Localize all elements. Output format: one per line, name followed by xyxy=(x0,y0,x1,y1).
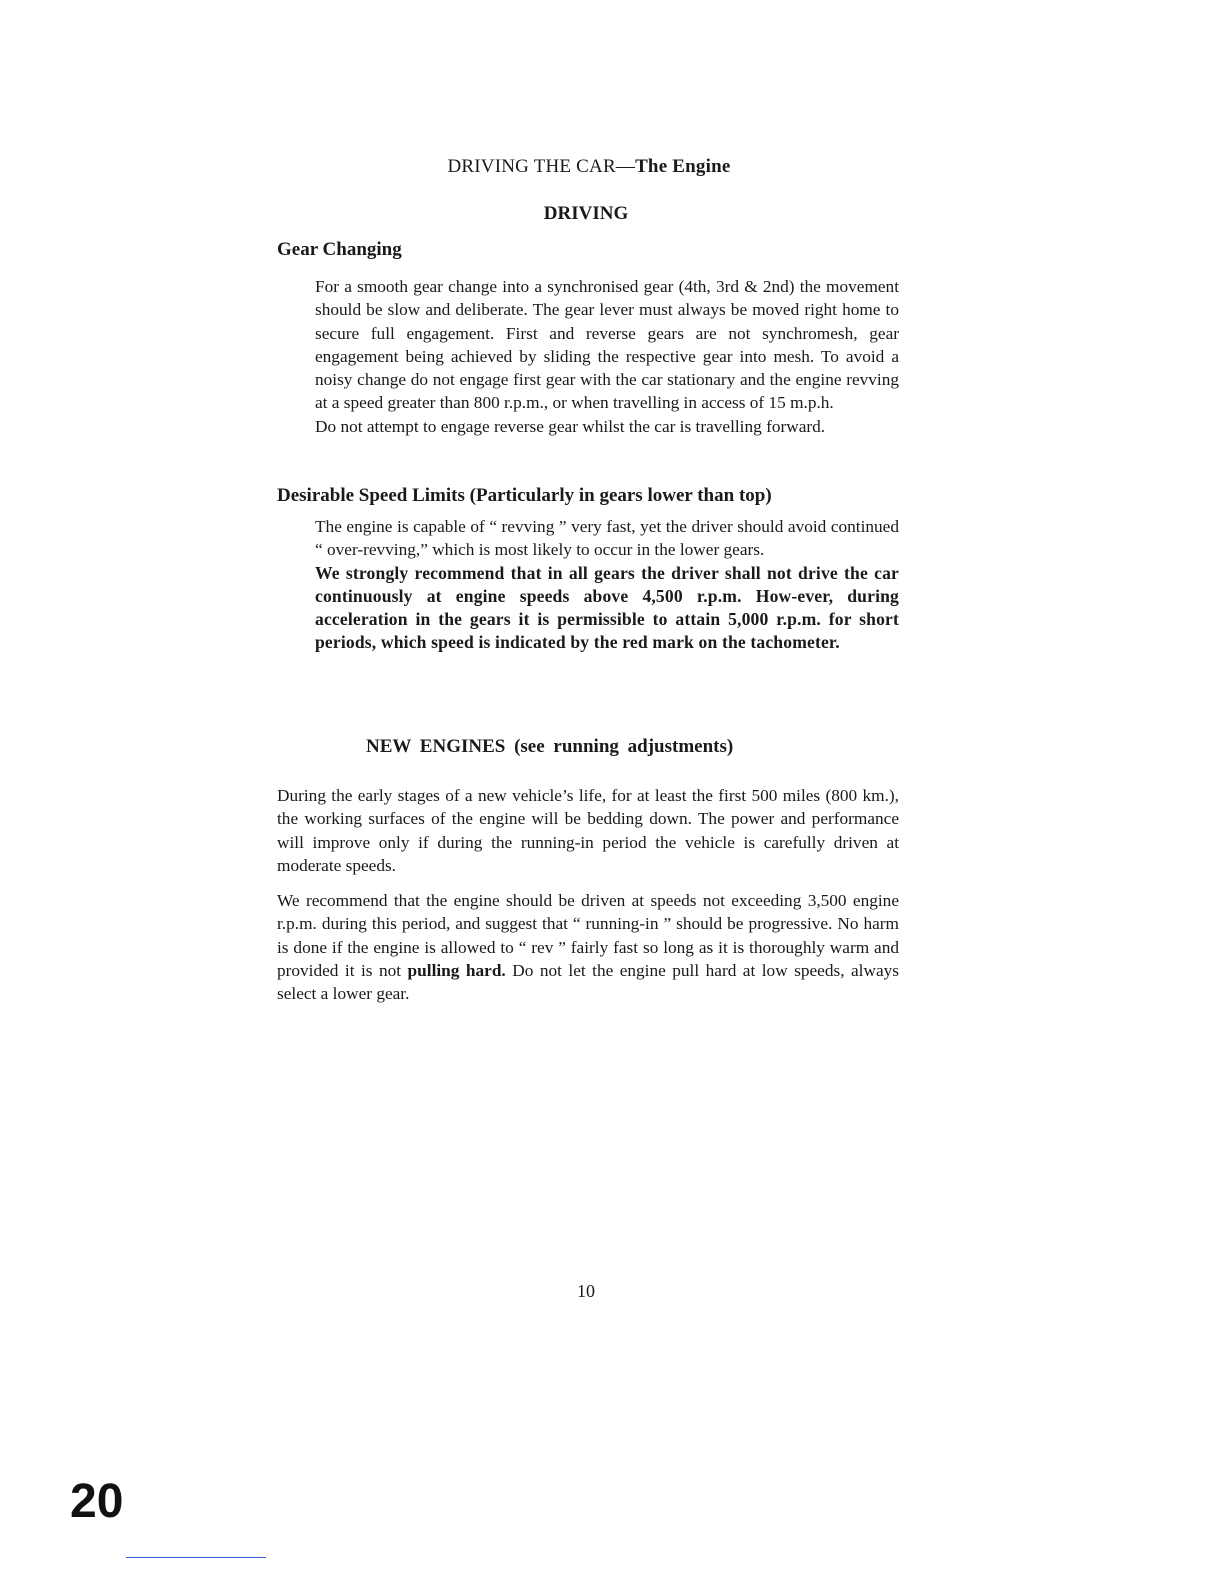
new-engines-para-2-bold: pulling hard. xyxy=(407,960,506,980)
bottom-rule xyxy=(126,1557,266,1558)
new-engines-para-1-block xyxy=(277,784,899,877)
speed-limits-para-1: The engine is capable of “ revving ” very fast, yet the driver should avoid continued “ over-revving,” which is most likely to occur in the lower gears. xyxy=(315,517,899,560)
header-bold: The Engine xyxy=(635,156,731,177)
gear-changing-body xyxy=(315,275,899,438)
new-engines-title: NEW ENGINES (see running adjustments) xyxy=(366,736,734,757)
new-engines-para-2-start: We recommend that the engine should be driven at speeds not exceeding 3,500 engine r.p.m. during this period, and suggest that “ running-in ” should be progressive. No harm is done if the engine is allowed to “ rev ” fairly fast so long as it is thoroughly warm and provided it is not xyxy=(277,891,899,980)
section-title: DRIVING xyxy=(543,203,629,224)
page-number: 10 xyxy=(577,1281,595,1301)
sheet-number: 20 xyxy=(70,1475,124,1528)
speed-limits-body xyxy=(315,515,899,655)
gear-changing-para-2: Do not attempt to engage reverse gear whilst the car is travelling forward. xyxy=(315,416,826,436)
gear-changing-heading: Gear Changing xyxy=(277,239,402,260)
new-engines-para-1: During the early stages of a new vehicle’s life, for at least the first 500 miles (800 km.), the working surfaces of the engine will be bedding down. The power and performance will improve only if during the running-in period the vehicle is carefully driven at moderate speeds. xyxy=(277,786,899,875)
speed-limits-heading: Desirable Speed Limits (Particularly in gears lower than top) xyxy=(277,485,772,506)
new-engines-para-2-end: Do not let the engine pull hard at low speeds, always select a lower gear. xyxy=(277,960,900,1004)
new-engines-para-2 xyxy=(277,889,899,1005)
gear-changing-para-1: For a smooth gear change into a synchronised gear (4th, 3rd & 2nd) the movement should be slow and deliberate. The gear lever must always be moved right home to secure full engagement. First and reverse gears are not synchromesh, gear engagement being achieved by sliding the respective gear into mesh. To avoid a noisy change do not engage first gear with the car stationary and the engine revving at a speed greater than 800 r.p.m., or when travelling in access of 15 m.p.h. xyxy=(315,277,899,413)
header-prefix: DRIVING THE CAR— xyxy=(447,156,636,177)
page-header xyxy=(0,156,1224,178)
speed-limits-para-2: We strongly recommend that in all gears the driver shall not drive the car continuously at engine speeds above 4,500 r.p.m. How-ever, during acceleration in the gears it is permissible to attain 5,000 r.p.m. for short periods, which speed is indicated by the red mark on the tachometer. xyxy=(315,562,899,653)
new-engines-para-2-block xyxy=(277,889,899,1005)
